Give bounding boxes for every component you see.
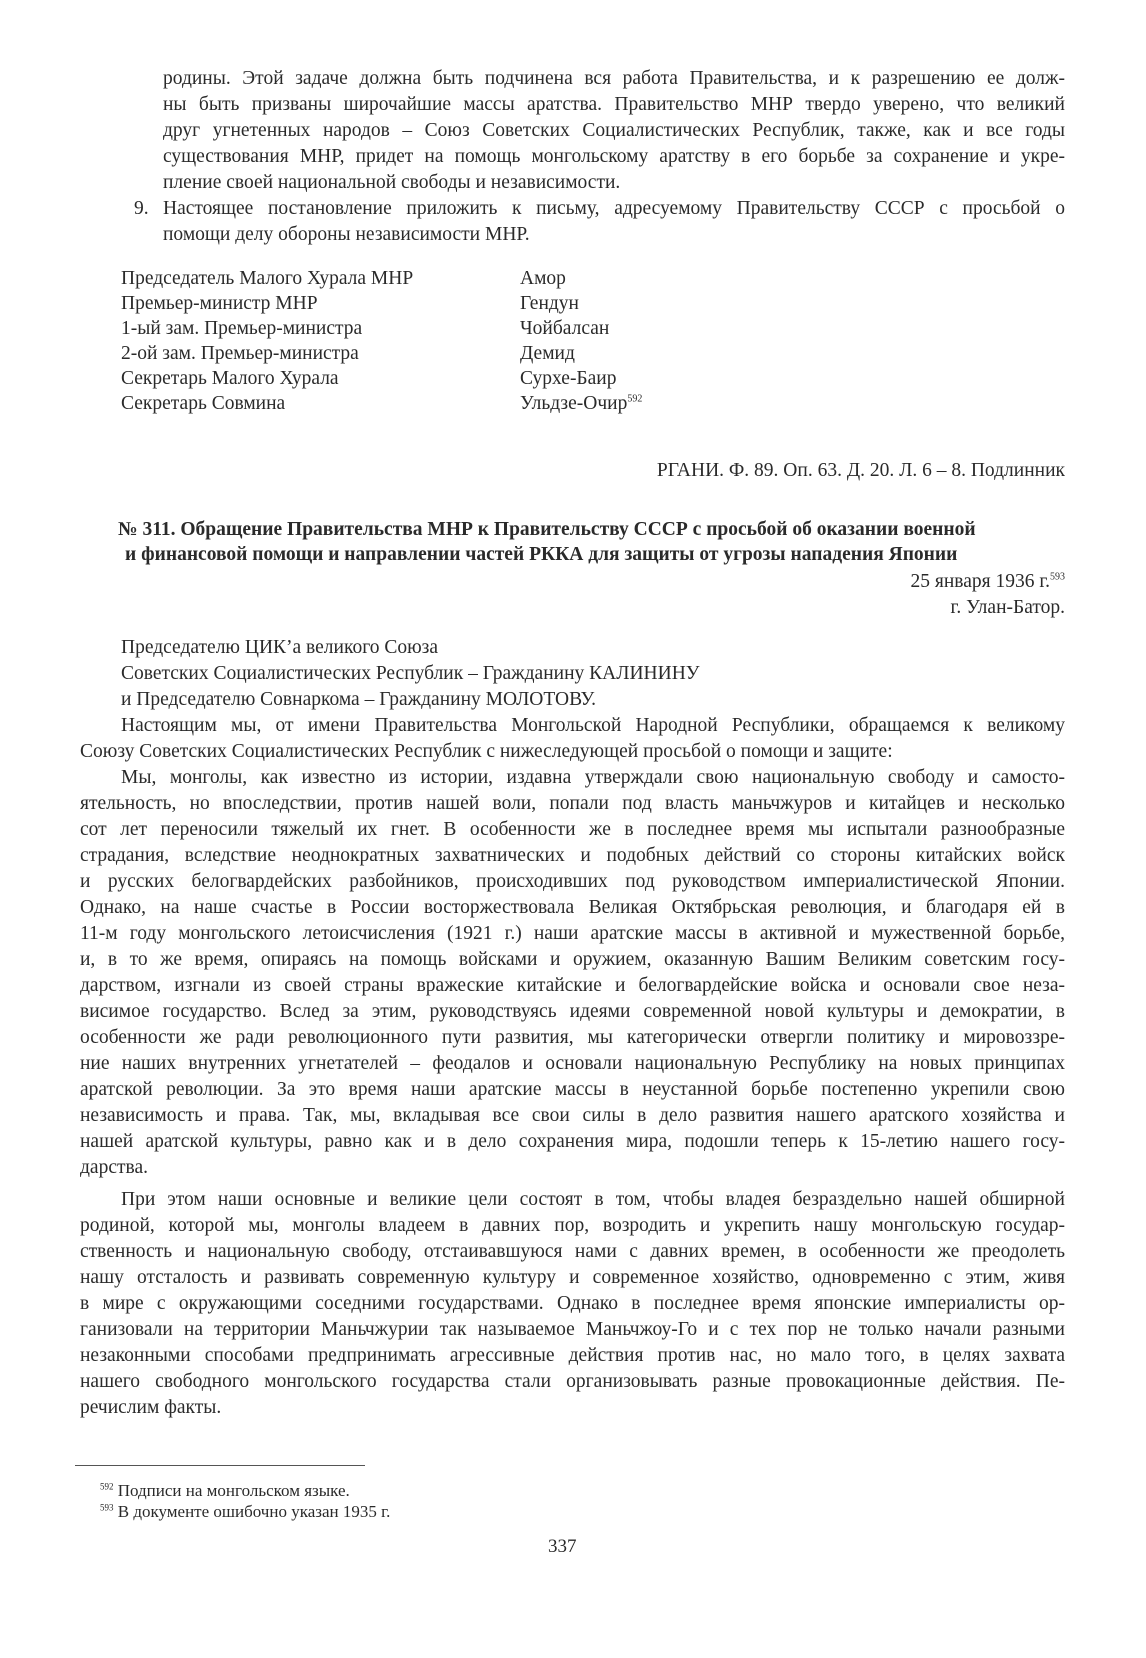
footnote-number: 593 [100, 1502, 114, 1513]
document-place: г. Улан-Батор. [950, 597, 1065, 618]
signature-name-text: Ульдзе-Очир [520, 393, 628, 414]
list-item-number: 9. [134, 198, 149, 219]
body-text-line: сот лет переносили тяжелый их гнет. В особенности же в последнее время мы испытали разнообразные [80, 819, 1065, 840]
address-line: и Председателю Совнаркома – Гражданину МОЛОТОВУ. [121, 689, 597, 710]
body-text-line: ственность и национальную свободу, отстаивавшуюся нами с давних времен, в особенности же преодолеть [80, 1241, 1065, 1262]
footnote-text: Подписи на монгольском языке. [117, 1481, 350, 1500]
body-text-line: Однако, на наше счастье в России восторжествовала Великая Октябрьская революция, и благодаря ей в [80, 897, 1065, 918]
signature-name: Демид [520, 343, 575, 364]
body-text-line: нашу отсталость и развивать современную культуру и современное хозяйство, одновременно с этим, живя [80, 1267, 1065, 1288]
body-text-line: висимое государство. Вслед за этим, руководствуясь идеями современной новой культуры и демократии, в [80, 1001, 1065, 1022]
body-text-line: независимость и права. Так, мы, вкладывая все свои силы в дело развития нашего аратского хозяйства и [80, 1105, 1065, 1126]
body-text-line: дарства. [80, 1157, 148, 1178]
text-line: пление своей национальной свободы и независимости. [163, 172, 621, 193]
date-text: 25 января 1936 г. [910, 571, 1050, 592]
body-text-line: нашей аратской культуры, равно как и в дело сохранения мира, подошли теперь к 15-летию нашего госу- [80, 1131, 1065, 1152]
footnote [100, 1481, 350, 1501]
signature-name [520, 392, 642, 416]
body-text-line: 11-м году монгольского летоисчисления (1921 г.) наши аратские массы в активной и мужественной борьбе, [80, 923, 1065, 944]
text-line: помощи делу обороны независимости МНР. [163, 224, 530, 245]
document-heading-line: № 311. Обращение Правительства МНР к Правительству СССР с просьбой об оказании военной [118, 519, 976, 540]
signature-title: Премьер-министр МНР [121, 293, 318, 314]
footnote-number: 592 [100, 1481, 114, 1492]
body-text-line: страдания, вследствие неоднократных захватнических и подобных действий со стороны китайских войск [80, 845, 1065, 866]
text-line: существования МНР, придет на помощь монгольскому аратству в его борьбе за сохранение и укре- [163, 146, 1065, 167]
signature-title: Председатель Малого Хурала МНР [121, 268, 414, 289]
signature-name: Амор [520, 268, 566, 289]
page-number: 337 [548, 1536, 577, 1557]
archive-reference: РГАНИ. Ф. 89. Оп. 63. Д. 20. Л. 6 – 8. Подлинник [656, 460, 1065, 481]
body-text-line: ние наших внутренних угнетателей – феодалов и основали национальную Республику на новых принципах [80, 1053, 1065, 1074]
footnote-ref[interactable]: 593 [1050, 571, 1065, 583]
document-date [910, 570, 1065, 594]
text-line: ны быть призваны широчайшие массы аратства. Правительство МНР твердо уверено, что великий [163, 94, 1065, 115]
address-line: Председателю ЦИК’а великого Союза [121, 637, 439, 658]
body-text-line: дарством, изгнали из своей страны вражеские китайские и белогвардейские войска и основали свое неза- [80, 975, 1065, 996]
signature-title: Секретарь Малого Хурала [121, 368, 339, 389]
footnote [100, 1502, 390, 1522]
signature-name: Гендун [520, 293, 579, 314]
body-text-line: и, в то же время, опираясь на помощь войсками и оружием, оказанную Вашим Великим советским госу- [80, 949, 1065, 970]
footnote-ref[interactable]: 592 [627, 393, 643, 405]
text-line: Настоящее постановление приложить к письму, адресуемому Правительству СССР с просьбой о [163, 198, 1065, 219]
footnote-text: В документе ошибочно указан 1935 г. [117, 1502, 391, 1521]
body-text-line: нашего свободного монгольского государства стали организовывать разные провокационные действия. Пе- [80, 1371, 1065, 1392]
signature-title: 1-ый зам. Премьер-министра [121, 318, 363, 339]
address-line: Советских Социалистических Республик – Гражданину КАЛИНИНУ [121, 663, 700, 684]
signature-name: Сурхе-Баир [520, 368, 617, 389]
signature-name: Чойбалсан [520, 318, 610, 339]
body-text-line: Мы, монголы, как известно из истории, издавна утверждали свою национальную свободу и самосто- [121, 767, 1065, 788]
body-text-line: в мире с окружающими соседними государствами. Однако в последнее время японские империалисты ор- [80, 1293, 1065, 1314]
body-text-line: особенности же ради революционного пути развития, мы категорически отвергли политику и мировоззре- [80, 1027, 1065, 1048]
text-line: родины. Этой задаче должна быть подчинена вся работа Правительства, и к разрешению ее долж- [163, 68, 1065, 89]
signature-title: 2-ой зам. Премьер-министра [121, 343, 359, 364]
body-text-line: родиной, которой мы, монголы владеем в давних пор, возродить и укрепить нашу монгольскую государ- [80, 1215, 1065, 1236]
body-text-line: Настоящим мы, от имени Правительства Монгольской Народной Республики, обращаемся к великому [121, 715, 1065, 736]
body-text-line: аратской революции. За это время наши аратские массы в неустанной борьбе постепенно укрепили свою [80, 1079, 1065, 1100]
body-text-line: речислим факты. [80, 1397, 222, 1418]
document-heading-line: и финансовой помощи и направлении частей РККА для защиты от угрозы нападения Японии [125, 544, 958, 565]
body-text-line: и русских белогвардейских разбойников, происходивших под руководством империалистической Японии. [80, 871, 1065, 892]
body-text-line: ганизовали на территории Маньчжурии так называемое Маньчжоу-Го и с тех пор не только начали разными [80, 1319, 1065, 1340]
footnote-divider [75, 1465, 365, 1466]
text-line: друг угнетенных народов – Союз Советских Социалистических Республик, также, как и все годы [163, 120, 1065, 141]
body-text-line: При этом наши основные и великие цели состоят в том, чтобы владея безраздельно нашей обширной [121, 1189, 1065, 1210]
signature-title: Секретарь Совмина [121, 393, 286, 414]
body-text-line: Союзу Советских Социалистических Республик с нижеследующей просьбой о помощи и защите: [80, 741, 893, 762]
body-text-line: незаконными способами предпринимать агрессивные действия против нас, но мало того, в целях захвата [80, 1345, 1065, 1366]
body-text-line: ятельность, но впоследствии, против нашей воли, попали под власть маньчжуров и китайцев и несколько [80, 793, 1065, 814]
